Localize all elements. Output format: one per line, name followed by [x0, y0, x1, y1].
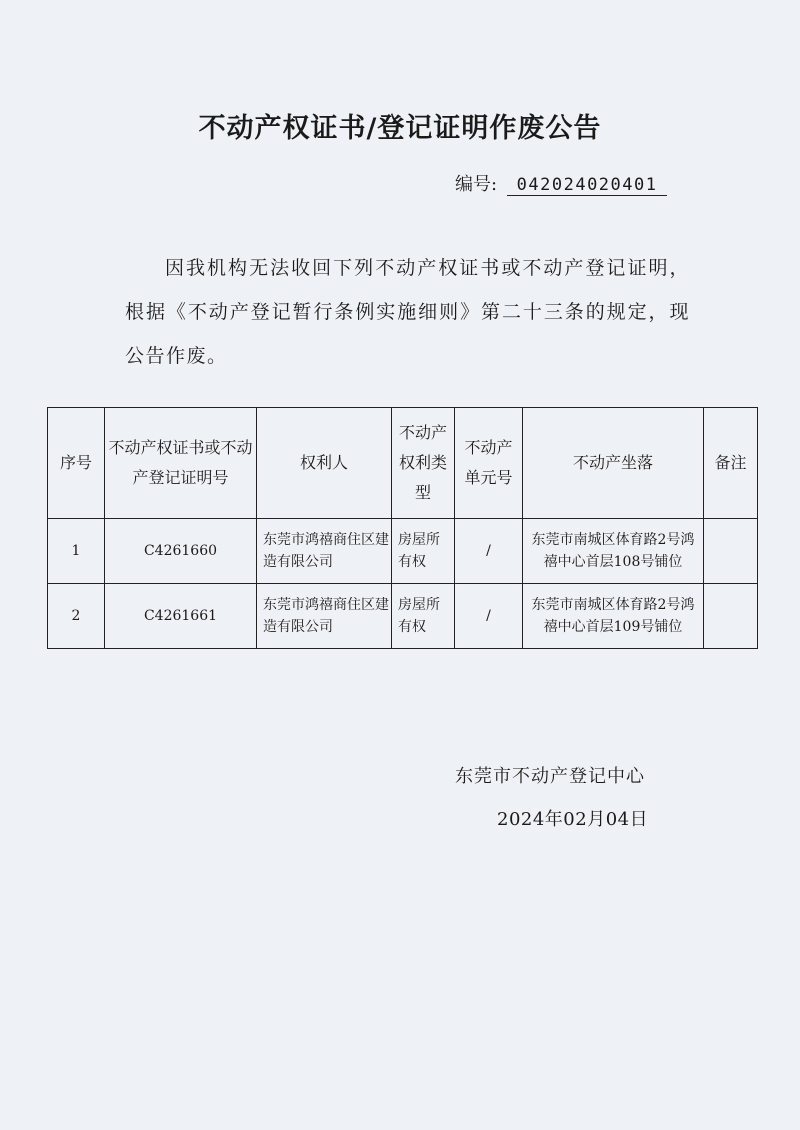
cell-right-type: 房屋所有权 [392, 584, 455, 649]
header-location: 不动产坐落 [523, 408, 704, 519]
header-unit-no: 不动产单元号 [455, 408, 523, 519]
cell-unit-no: / [455, 584, 523, 649]
table-row [48, 519, 758, 584]
cell-right-type: 房屋所有权 [392, 519, 455, 584]
document-number [455, 170, 667, 196]
header-owner: 权利人 [257, 408, 392, 519]
notice-paragraph: 因我机构无法收回下列不动产权证书或不动产登记证明，根据《不动产登记暂行条例实施细则》第二十三条的规定，现公告作废。 [125, 257, 690, 367]
cell-remark [704, 519, 758, 584]
cell-seq: 2 [48, 584, 105, 649]
cell-cert-no: C4261661 [105, 584, 257, 649]
cell-cert-no: C4261660 [105, 519, 257, 584]
document-number-value: 042024020401 [507, 175, 667, 196]
issuer-name: 东莞市不动产登记中心 [455, 766, 645, 787]
table-row [48, 584, 758, 649]
cell-remark [704, 584, 758, 649]
document-title: 不动产权证书/登记证明作废公告 [198, 113, 602, 144]
cell-seq: 1 [48, 519, 105, 584]
cell-unit-no: / [455, 519, 523, 584]
cell-location: 东莞市南城区体育路2号鸿禧中心首层108号铺位 [523, 519, 704, 584]
header-right-type: 不动产权利类型 [392, 408, 455, 519]
cell-location: 东莞市南城区体育路2号鸿禧中心首层109号铺位 [523, 584, 704, 649]
header-cert-no: 不动产权证书或不动产登记证明号 [105, 408, 257, 519]
table-header-row [48, 408, 758, 519]
header-remark: 备注 [704, 408, 758, 519]
records-table [47, 407, 758, 649]
header-seq: 序号 [48, 408, 105, 519]
cell-owner: 东莞市鸿禧商住区建造有限公司 [257, 519, 392, 584]
document-number-label: 编号: [455, 174, 498, 195]
cell-owner: 东莞市鸿禧商住区建造有限公司 [257, 584, 392, 649]
issue-date: 2024年02月04日 [497, 809, 649, 830]
